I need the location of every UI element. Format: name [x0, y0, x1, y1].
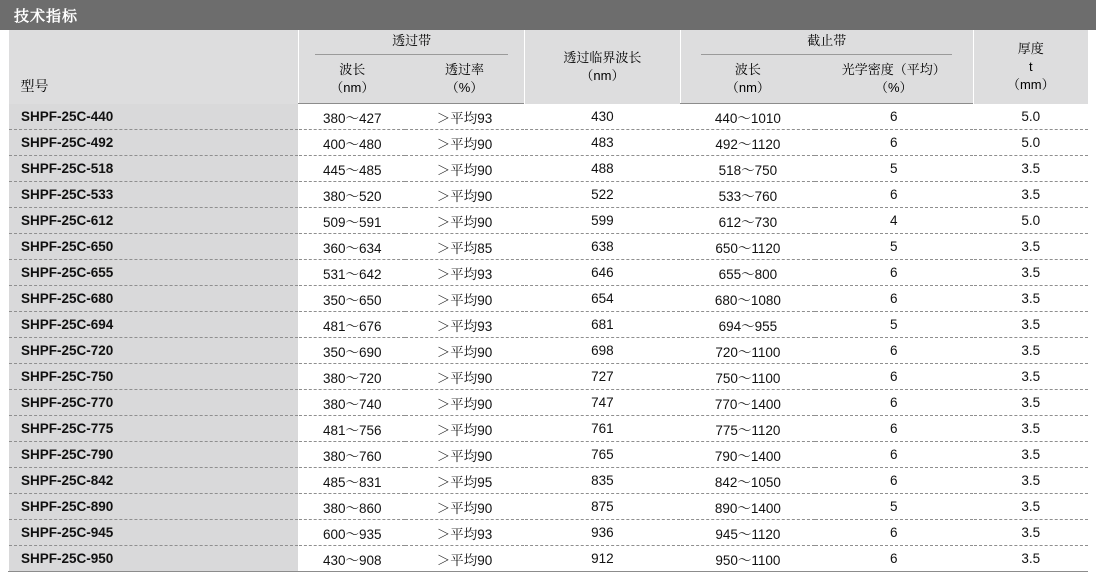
cell-optical-density: 6 — [815, 364, 973, 390]
table-row — [9, 546, 1089, 572]
cell-transmittance: ＞平均93 — [405, 104, 524, 130]
cell-cut-wavelength: 655～800 — [680, 260, 814, 286]
cell-pass-wavelength: 509～591 — [299, 208, 405, 234]
specifications-table — [8, 30, 1088, 572]
cell-cut-wavelength: 518～750 — [680, 156, 814, 182]
table-header — [9, 30, 1089, 104]
cell-transmittance: ＞平均90 — [405, 182, 524, 208]
cell-thickness: 3.5 — [973, 364, 1088, 390]
cell-model: SHPF-25C-720 — [9, 338, 299, 364]
cell-pass-wavelength: 485～831 — [299, 468, 405, 494]
column-group-pass-band-label: 透过带 — [392, 33, 432, 48]
cell-pass-wavelength: 380～720 — [299, 364, 405, 390]
cell-thickness: 3.5 — [973, 182, 1088, 208]
cell-pass-wavelength: 350～650 — [299, 286, 405, 312]
cell-cut-wavelength: 790～1400 — [680, 442, 814, 468]
cell-transmittance: ＞平均93 — [405, 312, 524, 338]
column-header-optical-density-line2: （%） — [874, 80, 913, 95]
cell-optical-density: 6 — [815, 260, 973, 286]
table-row — [9, 364, 1089, 390]
cell-cut-wavelength: 492～1120 — [680, 130, 814, 156]
cell-cut-wavelength: 770～1400 — [680, 390, 814, 416]
cell-transmittance: ＞平均90 — [405, 286, 524, 312]
cell-optical-density: 5 — [815, 234, 973, 260]
column-header-pass-wavelength — [299, 55, 405, 104]
cell-pass-wavelength: 360～634 — [299, 234, 405, 260]
cell-cutoff-wavelength: 747 — [524, 390, 680, 416]
cell-thickness: 3.5 — [973, 416, 1088, 442]
column-header-transmittance-line2: （%） — [445, 80, 484, 95]
cell-pass-wavelength: 445～485 — [299, 156, 405, 182]
column-group-cut-band-label: 截止带 — [807, 33, 847, 48]
column-header-model: 型号 — [9, 30, 299, 104]
cell-transmittance: ＞平均93 — [405, 260, 524, 286]
cell-optical-density: 6 — [815, 520, 973, 546]
cell-transmittance: ＞平均90 — [405, 156, 524, 182]
cell-cut-wavelength: 440～1010 — [680, 104, 814, 130]
cell-thickness: 5.0 — [973, 208, 1088, 234]
cell-optical-density: 6 — [815, 286, 973, 312]
column-header-pass-wavelength-line1: 波长 — [339, 62, 366, 78]
cell-pass-wavelength: 400～480 — [299, 130, 405, 156]
cell-cut-wavelength: 775～1120 — [680, 416, 814, 442]
cell-pass-wavelength: 430～908 — [299, 546, 405, 572]
cell-model: SHPF-25C-950 — [9, 546, 299, 572]
cell-thickness: 3.5 — [973, 156, 1088, 182]
cell-cut-wavelength: 890～1400 — [680, 494, 814, 520]
cell-thickness: 3.5 — [973, 338, 1088, 364]
table-row — [9, 286, 1089, 312]
column-header-cut-wavelength-line1: 波长 — [734, 62, 761, 78]
table-row — [9, 416, 1089, 442]
cell-optical-density: 6 — [815, 130, 973, 156]
cell-optical-density: 6 — [815, 416, 973, 442]
column-header-thickness-line3: （mm） — [1006, 76, 1055, 92]
cell-model: SHPF-25C-790 — [9, 442, 299, 468]
cell-cut-wavelength: 680～1080 — [680, 286, 814, 312]
cell-transmittance: ＞平均90 — [405, 546, 524, 572]
cell-cut-wavelength: 612～730 — [680, 208, 814, 234]
cell-optical-density: 5 — [815, 312, 973, 338]
cell-cutoff-wavelength: 483 — [524, 130, 680, 156]
cell-transmittance: ＞平均90 — [405, 442, 524, 468]
cell-optical-density: 6 — [815, 442, 973, 468]
cell-optical-density: 5 — [815, 156, 973, 182]
table-row — [9, 130, 1089, 156]
cell-cutoff-wavelength: 638 — [524, 234, 680, 260]
cell-thickness: 5.0 — [973, 104, 1088, 130]
cell-optical-density: 5 — [815, 494, 973, 520]
cell-thickness: 3.5 — [973, 520, 1088, 546]
cell-cutoff-wavelength: 912 — [524, 546, 680, 572]
cell-cut-wavelength: 650～1120 — [680, 234, 814, 260]
cell-model: SHPF-25C-750 — [9, 364, 299, 390]
column-header-cut-wavelength — [680, 55, 814, 104]
cell-cutoff-wavelength: 522 — [524, 182, 680, 208]
column-header-thickness — [973, 30, 1088, 104]
cell-cutoff-wavelength: 936 — [524, 520, 680, 546]
column-header-cutoff-wavelength-line2: （nm） — [580, 67, 625, 83]
cell-transmittance: ＞平均90 — [405, 208, 524, 234]
cell-model: SHPF-25C-775 — [9, 416, 299, 442]
cell-cutoff-wavelength: 681 — [524, 312, 680, 338]
cell-cutoff-wavelength: 835 — [524, 468, 680, 494]
cell-pass-wavelength: 380～427 — [299, 104, 405, 130]
cell-model: SHPF-25C-612 — [9, 208, 299, 234]
cell-transmittance: ＞平均90 — [405, 364, 524, 390]
cell-model: SHPF-25C-842 — [9, 468, 299, 494]
cell-thickness: 3.5 — [973, 286, 1088, 312]
cell-cut-wavelength: 720～1100 — [680, 338, 814, 364]
cell-cut-wavelength: 950～1100 — [680, 546, 814, 572]
table-row — [9, 494, 1089, 520]
cell-pass-wavelength: 380～760 — [299, 442, 405, 468]
table-row — [9, 442, 1089, 468]
cell-pass-wavelength: 380～740 — [299, 390, 405, 416]
table-row — [9, 312, 1089, 338]
cell-model: SHPF-25C-655 — [9, 260, 299, 286]
cell-thickness: 3.5 — [973, 312, 1088, 338]
cell-thickness: 3.5 — [973, 494, 1088, 520]
cell-pass-wavelength: 531～642 — [299, 260, 405, 286]
column-header-transmittance-line1: 透过率 — [445, 62, 485, 78]
column-header-cut-wavelength-line2: （nm） — [725, 80, 770, 95]
cell-optical-density: 6 — [815, 390, 973, 416]
table-body — [9, 104, 1089, 572]
cell-pass-wavelength: 380～520 — [299, 182, 405, 208]
cell-thickness: 3.5 — [973, 390, 1088, 416]
cell-transmittance: ＞平均93 — [405, 520, 524, 546]
cell-transmittance: ＞平均90 — [405, 390, 524, 416]
cell-cut-wavelength: 694～955 — [680, 312, 814, 338]
table-row — [9, 520, 1089, 546]
table-row — [9, 390, 1089, 416]
cell-transmittance: ＞平均90 — [405, 338, 524, 364]
table-row — [9, 156, 1089, 182]
cell-cutoff-wavelength: 761 — [524, 416, 680, 442]
column-header-optical-density-line1: 光学密度（平均） — [841, 62, 946, 78]
cell-model: SHPF-25C-492 — [9, 130, 299, 156]
cell-pass-wavelength: 350～690 — [299, 338, 405, 364]
cell-model: SHPF-25C-533 — [9, 182, 299, 208]
cell-model: SHPF-25C-680 — [9, 286, 299, 312]
cell-model: SHPF-25C-518 — [9, 156, 299, 182]
table-row — [9, 338, 1089, 364]
cell-model: SHPF-25C-945 — [9, 520, 299, 546]
cell-cutoff-wavelength: 875 — [524, 494, 680, 520]
cell-optical-density: 6 — [815, 468, 973, 494]
cell-cutoff-wavelength: 727 — [524, 364, 680, 390]
cell-cutoff-wavelength: 654 — [524, 286, 680, 312]
cell-transmittance: ＞平均85 — [405, 234, 524, 260]
cell-transmittance: ＞平均90 — [405, 494, 524, 520]
cell-cutoff-wavelength: 765 — [524, 442, 680, 468]
cell-model: SHPF-25C-440 — [9, 104, 299, 130]
column-header-cutoff-wavelength-line1: 透过临界波长 — [563, 50, 642, 66]
cell-transmittance: ＞平均90 — [405, 130, 524, 156]
cell-optical-density: 6 — [815, 546, 973, 572]
cell-cutoff-wavelength: 646 — [524, 260, 680, 286]
cell-cut-wavelength: 842～1050 — [680, 468, 814, 494]
cell-optical-density: 6 — [815, 182, 973, 208]
column-header-optical-density — [815, 55, 973, 104]
cell-pass-wavelength: 481～756 — [299, 416, 405, 442]
cell-cut-wavelength: 945～1120 — [680, 520, 814, 546]
table-row — [9, 104, 1089, 130]
cell-cutoff-wavelength: 599 — [524, 208, 680, 234]
cell-cutoff-wavelength: 488 — [524, 156, 680, 182]
cell-pass-wavelength: 481～676 — [299, 312, 405, 338]
cell-model: SHPF-25C-694 — [9, 312, 299, 338]
cell-cutoff-wavelength: 430 — [524, 104, 680, 130]
column-header-pass-wavelength-line2: （nm） — [330, 80, 375, 95]
cell-cutoff-wavelength: 698 — [524, 338, 680, 364]
column-header-transmittance — [405, 55, 524, 104]
column-header-cutoff-wavelength — [524, 30, 680, 104]
cell-thickness: 3.5 — [973, 260, 1088, 286]
cell-optical-density: 6 — [815, 104, 973, 130]
cell-transmittance: ＞平均90 — [405, 416, 524, 442]
cell-model: SHPF-25C-890 — [9, 494, 299, 520]
cell-pass-wavelength: 600～935 — [299, 520, 405, 546]
cell-thickness: 3.5 — [973, 442, 1088, 468]
cell-thickness: 3.5 — [973, 468, 1088, 494]
cell-optical-density: 4 — [815, 208, 973, 234]
cell-cut-wavelength: 533～760 — [680, 182, 814, 208]
cell-transmittance: ＞平均95 — [405, 468, 524, 494]
table-row — [9, 468, 1089, 494]
cell-pass-wavelength: 380～860 — [299, 494, 405, 520]
table-row — [9, 182, 1089, 208]
cell-cut-wavelength: 750～1100 — [680, 364, 814, 390]
column-header-thickness-line2: t — [1028, 58, 1033, 74]
table-row — [9, 260, 1089, 286]
section-title-bar — [0, 0, 1096, 30]
cell-optical-density: 6 — [815, 338, 973, 364]
table-row — [9, 208, 1089, 234]
column-group-pass-band — [299, 30, 524, 55]
cell-model: SHPF-25C-770 — [9, 390, 299, 416]
cell-thickness: 3.5 — [973, 234, 1088, 260]
column-header-thickness-line1: 厚度 — [1017, 41, 1044, 57]
group-rule — [315, 54, 508, 55]
cell-model: SHPF-25C-650 — [9, 234, 299, 260]
group-rule — [701, 54, 952, 55]
table-row — [9, 234, 1089, 260]
page-title: 技术指标 — [14, 7, 79, 25]
cell-thickness: 3.5 — [973, 546, 1088, 572]
cell-thickness: 5.0 — [973, 130, 1088, 156]
column-group-cut-band — [680, 30, 973, 55]
